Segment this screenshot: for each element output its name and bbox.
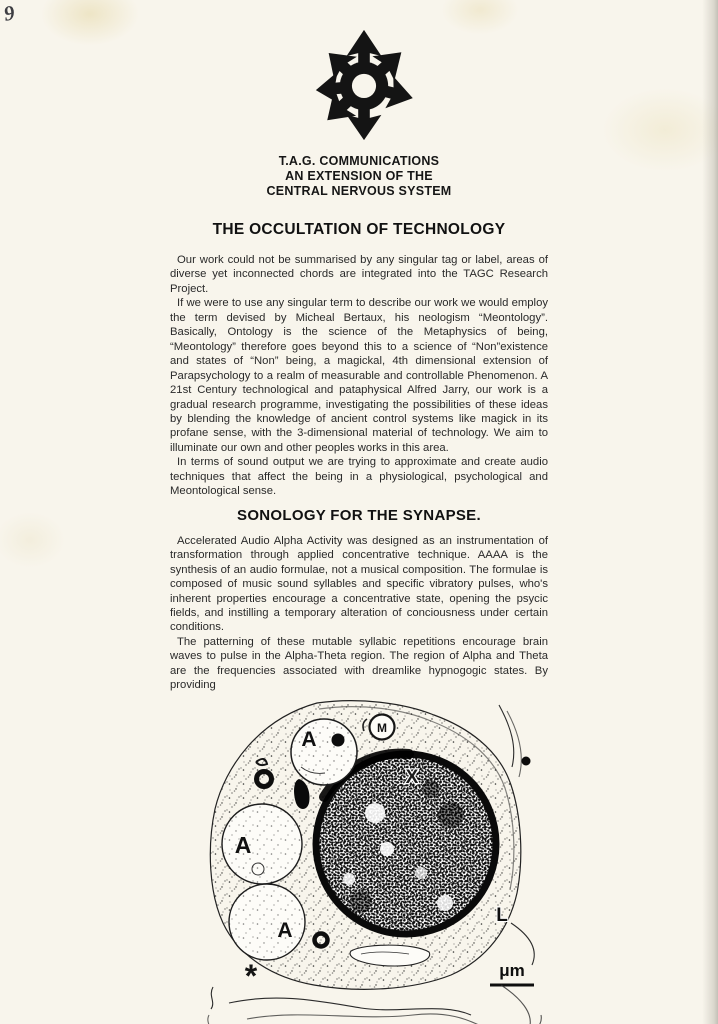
- figure-label-l: L: [496, 904, 508, 926]
- org-header: [0, 154, 718, 199]
- paragraph: The patterning of these mutable syllabic repetitions encourage brain waves to pulse in the Alpha-Theta region. The region of Alpha and Theta are the frequencies associated with dreamlike hypnogogic states. By providing: [170, 635, 548, 692]
- section-title-occultation: THE OCCULTATION OF TECHNOLOGY: [212, 221, 506, 238]
- section-title-sonology: SONOLOGY FOR THE SYNAPSE.: [237, 506, 481, 524]
- figure-label-a-left: A: [234, 831, 252, 858]
- figure-label-x: X: [405, 766, 419, 788]
- paragraph: Accelerated Audio Alpha Activity was designed as an instrumentation of transformation through applied concentrative technique. AAAA is the synthesis of an audio formulae, not a musical composition. The formulae is composed of music sound syllables and specific vibratory pulses, who's inherent properties encourage a concentrative state, opening the psycic fields, and instilling a temporary alteration of conciousness under certain conditions.: [170, 534, 548, 634]
- paragraph: In terms of sound output we are trying to approximate and create audio techniques that affect the being in a physiological, psychological and Meontological sense.: [170, 456, 548, 498]
- axon-profile-bottom: [229, 884, 305, 960]
- section-occultation-paragraphs: [170, 253, 548, 499]
- dense-dot: [332, 733, 345, 746]
- org-line-2: AN EXTENSION OF THE: [285, 169, 433, 183]
- figure-label-a-top: A: [301, 727, 317, 751]
- scale-bar: [490, 961, 534, 985]
- figure-label-m: M: [377, 720, 387, 735]
- article-body: [170, 221, 548, 693]
- axon-profile-top: [291, 719, 357, 785]
- scale-label: μm: [499, 960, 525, 980]
- chaos-star-icon: [304, 26, 424, 142]
- paragraph: If we were to use any singular term to describe our work we would employ the term devised by Micheal Bertaux, his neologism “Meontology”. Basically, Ontology is the science of the Metaphysics of being, “Meontology” therefore goes beyond this to a science of “Non”existence and states of “Non” being, a magickal, 4th dimensional extension of Parapsychology to a realm of measurable and controllable Phenomenon. A 21st Century technological and pataphysical Alfred Jarry, our work is a gradual research programme, investigating the possibilities of these ideas by blending the knowledge of ancient control systems like magick in its profane sense, with the 3-dimensional material of technology. We aim to illuminate our own and other peoples works in this area.: [170, 297, 548, 454]
- figure-label-asterisk: *: [244, 957, 258, 994]
- section-sonology-paragraphs: [170, 534, 548, 693]
- org-line-3: CENTRAL NERVOUS SYSTEM: [266, 184, 452, 198]
- handwritten-page-mark: 9: [1, 0, 17, 26]
- org-line-1: T.A.G. COMMUNICATIONS: [278, 154, 440, 168]
- figure-label-a-bottom: A: [277, 918, 293, 942]
- synapse-micrograph-image: [199, 697, 549, 1024]
- paragraph: Our work could not be summarised by any singular tag or label, areas of diverse yet inconnected chords are integrated into the TAGC Research Project.: [170, 254, 548, 295]
- axon-profile-left: [222, 804, 302, 884]
